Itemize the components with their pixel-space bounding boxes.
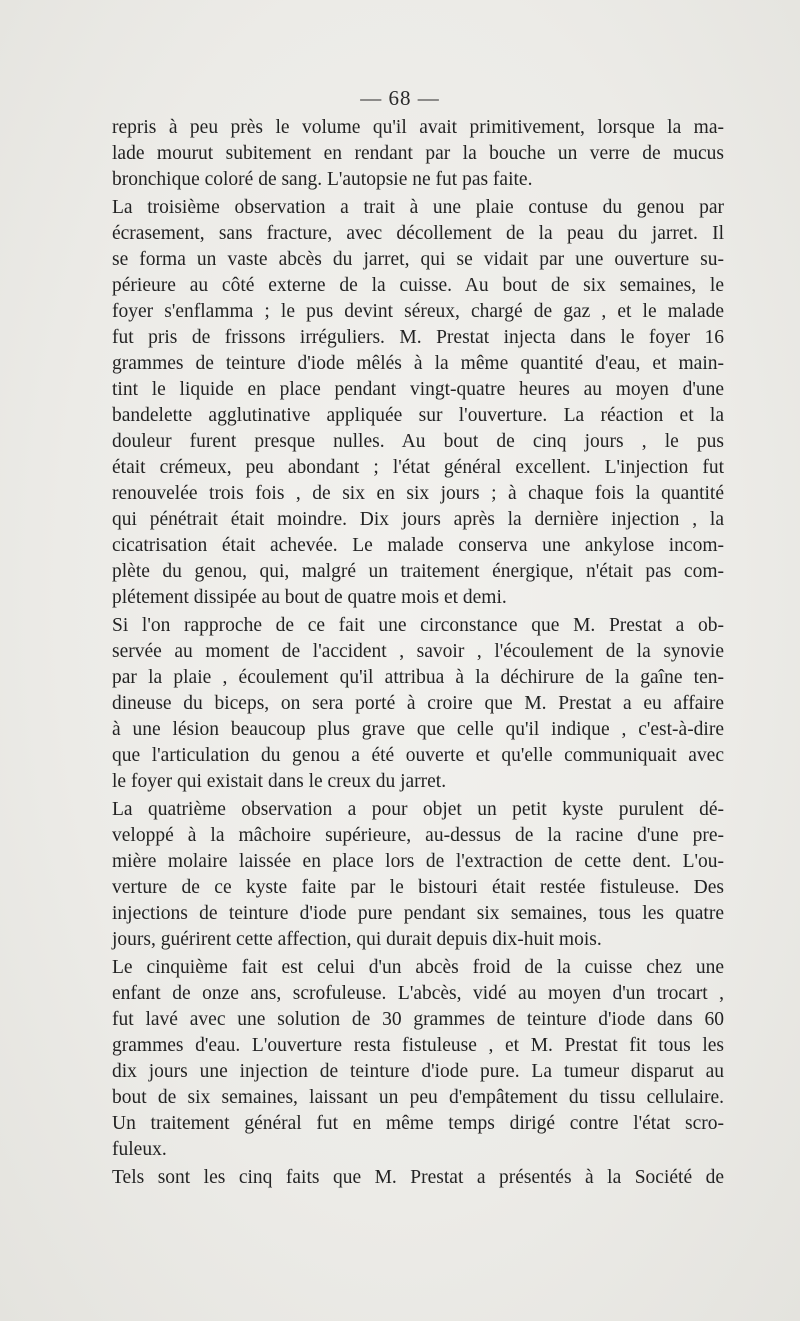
text-line: dineuse du biceps, on sera porté à croire que M. Prestat a eu affaire [112,693,724,714]
text-line: enfant de onze ans, scrofuleuse. L'abcès, vidé au moyen d'un trocart , [112,983,724,1004]
text-line: plète du genou, qui, malgré un traitement énergique, n'était pas com- [112,561,724,582]
text-line: cicatrisation était achevée. Le malade conserva une ankylose incom- [112,535,724,556]
paragraph [112,1165,724,1191]
text-line: bandelette agglutinative appliquée sur l'ouverture. La réaction et la [112,405,724,426]
text-line: jours, guérirent cette affection, qui durait depuis dix-huit mois. [112,929,602,950]
paragraph [112,613,724,795]
text-line: était crémeux, peu abondant ; l'état général excellent. L'injection fut [112,457,724,478]
text-line: périeure au côté externe de la cuisse. Au bout de six semaines, le [112,275,724,296]
text-line: Si l'on rapproche de ce fait une circonstance que M. Prestat a ob- [112,615,724,636]
text-line: à une lésion beaucoup plus grave que celle qu'il indique , c'est-à-dire [112,719,724,740]
page-number: — 68 — [360,86,440,110]
text-line: dix jours une injection de teinture d'iode pure. La tumeur disparut au [112,1061,724,1082]
text-line: La troisième observation a trait à une plaie contuse du genou par [112,197,724,218]
text-line: veloppé à la mâchoire supérieure, au-dessus de la racine d'une pre- [112,825,724,846]
text-line: qui pénétrait était moindre. Dix jours après la dernière injection , la [112,509,724,530]
paragraph [112,797,724,953]
paragraph [112,195,724,611]
text-line: verture de ce kyste faite par le bistouri était restée fistuleuse. Des [112,877,724,898]
text-line: bronchique coloré de sang. L'autopsie ne fut pas faite. [112,169,533,190]
text-line: grammes d'eau. L'ouverture resta fistuleuse , et M. Prestat fit tous les [112,1035,724,1056]
text-line: fut pris de frissons irréguliers. M. Prestat injecta dans le foyer 16 [112,327,724,348]
text-line: servée au moment de l'accident , savoir , l'écoulement de la synovie [112,641,724,662]
text-line: le foyer qui existait dans le creux du jarret. [112,771,447,792]
text-line: grammes de teinture d'iode mêlés à la même quantité d'eau, et main- [112,353,724,374]
text-line: douleur furent presque nulles. Au bout de cinq jours , le pus [112,431,724,452]
text-line: écrasement, sans fracture, avec décollement de la peau du jarret. Il [112,223,724,244]
body-text [112,115,724,1191]
text-line: se forma un vaste abcès du jarret, qui se vidait par une ouverture su- [112,249,724,270]
text-line: repris à peu près le volume qu'il avait primitivement, lorsque la ma- [112,117,724,138]
text-line: bout de six semaines, laissant un peu d'empâtement du tissu cellulaire. [112,1087,724,1108]
text-line: plétement dissipée au bout de quatre mois et demi. [112,587,507,608]
paragraph [112,955,724,1163]
text-line: lade mourut subitement en rendant par la bouche un verre de mucus [112,143,724,164]
text-line: foyer s'enflamma ; le pus devint séreux, chargé de gaz , et le malade [112,301,724,322]
text-line: renouvelée trois fois , de six en six jours ; à chaque fois la quantité [112,483,724,504]
text-line: Le cinquième fait est celui d'un abcès froid de la cuisse chez une [112,957,724,978]
text-line: La quatrième observation a pour objet un petit kyste purulent dé- [112,799,724,820]
text-line: Un traitement général fut en même temps dirigé contre l'état scro- [112,1113,724,1134]
text-line: mière molaire laissée en place lors de l'extraction de cette dent. L'ou- [112,851,724,872]
text-line: tint le liquide en place pendant vingt-quatre heures au moyen d'une [112,379,724,400]
text-line: que l'articulation du genou a été ouverte et qu'elle communiquait avec [112,745,724,766]
text-line: Tels sont les cinq faits que M. Prestat a présentés à la Société de [112,1167,724,1188]
paragraph [112,115,724,193]
text-line: fuleux. [112,1139,167,1160]
text-line: injections de teinture d'iode pure pendant six semaines, tous les quatre [112,903,724,924]
text-line: fut lavé avec une solution de 30 grammes de teinture d'iode dans 60 [112,1009,724,1030]
text-line: par la plaie , écoulement qu'il attribua à la déchirure de la gaîne ten- [112,667,724,688]
